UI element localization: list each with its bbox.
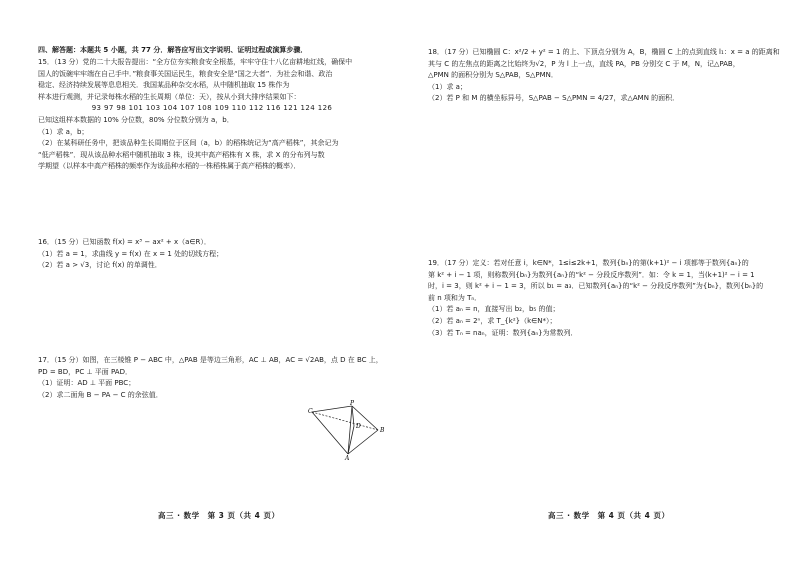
question-18 (428, 47, 790, 105)
q17-part-1: （1）证明：AD ⊥ 平面 PBC； (38, 379, 136, 388)
question-19 (428, 258, 790, 339)
question-17 (38, 355, 386, 401)
q18-part-2: （2）若 P 和 M 的横坐标异号，S△PAB − S△PMN = 4/27，求△AMN 的面积． (428, 94, 680, 103)
left-page-footer: 高三 · 数学 第 3 页（共 4 页） (158, 511, 280, 520)
question-15 (38, 57, 386, 173)
q18-line-1: 18．（17 分）已知椭圆 C：x²/2 + y² = 1 的上、下顶点分别为 A，B，椭圆 C 上的点到直线 l₁：x = a 的距离和 (428, 48, 780, 56)
q15-line-2: 国人的饭碗牢牢端在自己手中．”粮食事关国运民生，粮食安全是“国之大者”．为社会和谐、政治 (38, 69, 333, 78)
q18-line-3: △PMN 的面积分别为 S△PAB，S△PMN． (428, 71, 558, 80)
edge-pa (348, 406, 352, 454)
label-p: P (350, 400, 355, 407)
label-b: B (380, 427, 385, 434)
section-header: 四、解答题：本题共 5 小题，共 77 分．解答应写出文字说明、证明过程或演算步骤． (38, 46, 308, 54)
right-page-footer: 高三 · 数学 第 4 页（共 4 页） (548, 511, 670, 520)
q17-part-2: （2）求二面角 B − PA − C 的余弦值． (38, 390, 163, 399)
q19-line-4: 前 n 项和为 Tₙ． (428, 293, 482, 302)
q19-part-1: （1）若 aₙ = n，直接写出 b₂，b₅ 的值； (428, 305, 560, 314)
q15-part-2-line-1: （2）在某科研任务中，把该品种生长周期位于区间（a，b）的稻株统记为“高产稻株”，其余记为 (38, 139, 339, 148)
tetrahedron-figure (308, 400, 392, 460)
question-16 (38, 237, 386, 272)
q16-part-1: （1）若 a = 1，求曲线 y = f(x) 在 x = 1 处的切线方程； (38, 249, 224, 258)
q17-line-2: PD = BD，PC ⊥ 平面 PAD． (38, 367, 132, 376)
q19-line-3: 时，i = 3，则 k² + i − 1 = 3，所以 b₁ = a₃．已知数列{aₙ}的“k² − 分段反序数列”为{bₙ}，数列{bₙ}的 (428, 282, 764, 291)
q19-part-3: （3）若 Tₙ = naₙ，证明：数列{aₙ}为常数列． (428, 328, 578, 337)
q15-line-4: 样本进行观测，并记录每株水稻的生长周期（单位：天），按从小到大排序结果如下： (38, 92, 301, 101)
q15-part-2-line-3: 学期望（以样本中高产稻株的频率作为该品种水稻的一株稻株属于高产稻株的概率）． (38, 162, 301, 171)
q15-sample-data: 93 97 98 101 103 104 107 108 109 110 112 116 121 124 126 (91, 104, 333, 113)
q15-line-5: 已知这组样本数据的 10% 分位数，80% 分位数分别为 a，b． (38, 115, 234, 124)
q19-line-2: 第 k² + i − 1 项，则称数列{bₙ}为数列{aₙ}的“k² − 分段反序数列”．如：令 k = 1，当(k+1)² − i = 1 (428, 270, 755, 279)
q18-part-1: （1）求 a； (428, 82, 467, 91)
q16-line-1: 16．（15 分）已知函数 f(x) = x³ − ax² + x（a∈R）． (38, 238, 211, 246)
q18-line-2: 其与 C 的左焦点的距离之比始终为√2，P 为 l 上一点，直线 PA，PB 分别交 C 于 M，N，记△PAB， (428, 59, 740, 68)
q15-line-3: 稳定、经济持续发展等息息相关．我国某品种杂交水稻，从中随机抽取 15 株作为 (38, 81, 290, 90)
label-d: D (356, 423, 361, 430)
q19-part-2: （2）若 aₙ = 2ⁿ，求 T_{k²}（k∈N*）； (428, 316, 557, 325)
label-c: C (308, 408, 313, 415)
q15-part-2-line-2: “低产稻株”．现从该品种水稻中随机抽取 3 株，设其中高产稻株有 X 株，求 X 的分布列与数 (38, 150, 325, 159)
q15-line-1: 15．（13 分）党的二十大报告提出：“全方位夯实粮食安全根基，牢牢守住十八亿亩耕地红线，确保中 (38, 58, 353, 66)
q15-part-1: （1）求 a，b； (38, 127, 89, 136)
edge-ca (312, 412, 348, 454)
edge-cp (312, 406, 352, 412)
label-a: A (345, 455, 350, 460)
q17-line-1: 17．（15 分）如图，在三棱锥 P − ABC 中，△PAB 是等边三角形，AC ⊥ AB，AC = √2AB，点 D 在 BC 上， (38, 356, 383, 364)
q19-line-1: 19．（17 分）定义：若对任意 i，k∈N*，1≤i≤2k+1，数列{bₙ}的第(k+1)² − i 项都等于数列{aₙ}的 (428, 259, 749, 267)
right-page (400, 0, 800, 565)
q16-part-2: （2）若 a > √3，讨论 f(x) 的单调性． (38, 261, 162, 270)
